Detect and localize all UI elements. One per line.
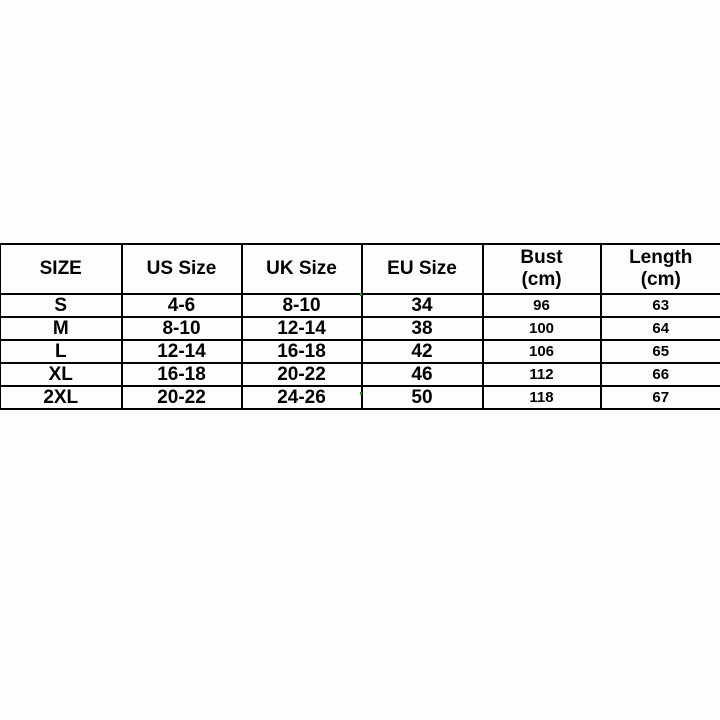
cell-us-size: 12-14 bbox=[122, 340, 242, 363]
cell-bust: 106 bbox=[483, 340, 601, 363]
cell-us-size: 4-6 bbox=[122, 294, 242, 317]
cell-size: 2XL bbox=[1, 386, 122, 409]
cell-eu-size: 46 bbox=[362, 363, 483, 386]
cell-uk-size: 20-22 bbox=[242, 363, 362, 386]
cell-bust: 100 bbox=[483, 317, 601, 340]
cell-eu-size: 42 bbox=[362, 340, 483, 363]
cell-eu-size: 50 bbox=[362, 386, 483, 409]
cell-length: 64 bbox=[601, 317, 720, 340]
cell-uk-size: 8-10 bbox=[242, 294, 362, 317]
cell-length: 63 bbox=[601, 294, 720, 317]
table-row bbox=[1, 317, 720, 340]
cell-eu-size: 38 bbox=[362, 317, 483, 340]
cell-us-size: 16-18 bbox=[122, 363, 242, 386]
cell-uk-size: 16-18 bbox=[242, 340, 362, 363]
header-us-size: US Size bbox=[122, 244, 242, 294]
header-bust: Bust (cm) bbox=[483, 244, 601, 294]
cell-bust: 96 bbox=[483, 294, 601, 317]
header-row bbox=[1, 244, 720, 294]
cell-size: XL bbox=[1, 363, 122, 386]
cell-marker bbox=[360, 293, 362, 296]
table-row bbox=[1, 386, 720, 409]
table-row bbox=[1, 363, 720, 386]
cell-length: 65 bbox=[601, 340, 720, 363]
cell-us-size: 20-22 bbox=[122, 386, 242, 409]
cell-bust: 112 bbox=[483, 363, 601, 386]
cell-size: L bbox=[1, 340, 122, 363]
header-length: Length (cm) bbox=[601, 244, 720, 294]
cell-us-size: 8-10 bbox=[122, 317, 242, 340]
cell-eu-size: 34 bbox=[362, 294, 483, 317]
size-chart-table bbox=[0, 243, 720, 410]
table-row bbox=[1, 340, 720, 363]
header-eu-size: EU Size bbox=[362, 244, 483, 294]
cell-marker bbox=[360, 392, 362, 395]
cell-uk-size: 24-26 bbox=[242, 386, 362, 409]
header-uk-size: UK Size bbox=[242, 244, 362, 294]
cell-bust: 118 bbox=[483, 386, 601, 409]
header-size: SIZE bbox=[1, 244, 122, 294]
cell-size: M bbox=[1, 317, 122, 340]
cell-size: S bbox=[1, 294, 122, 317]
cell-uk-size: 12-14 bbox=[242, 317, 362, 340]
cell-length: 67 bbox=[601, 386, 720, 409]
cell-length: 66 bbox=[601, 363, 720, 386]
table-row bbox=[1, 294, 720, 317]
